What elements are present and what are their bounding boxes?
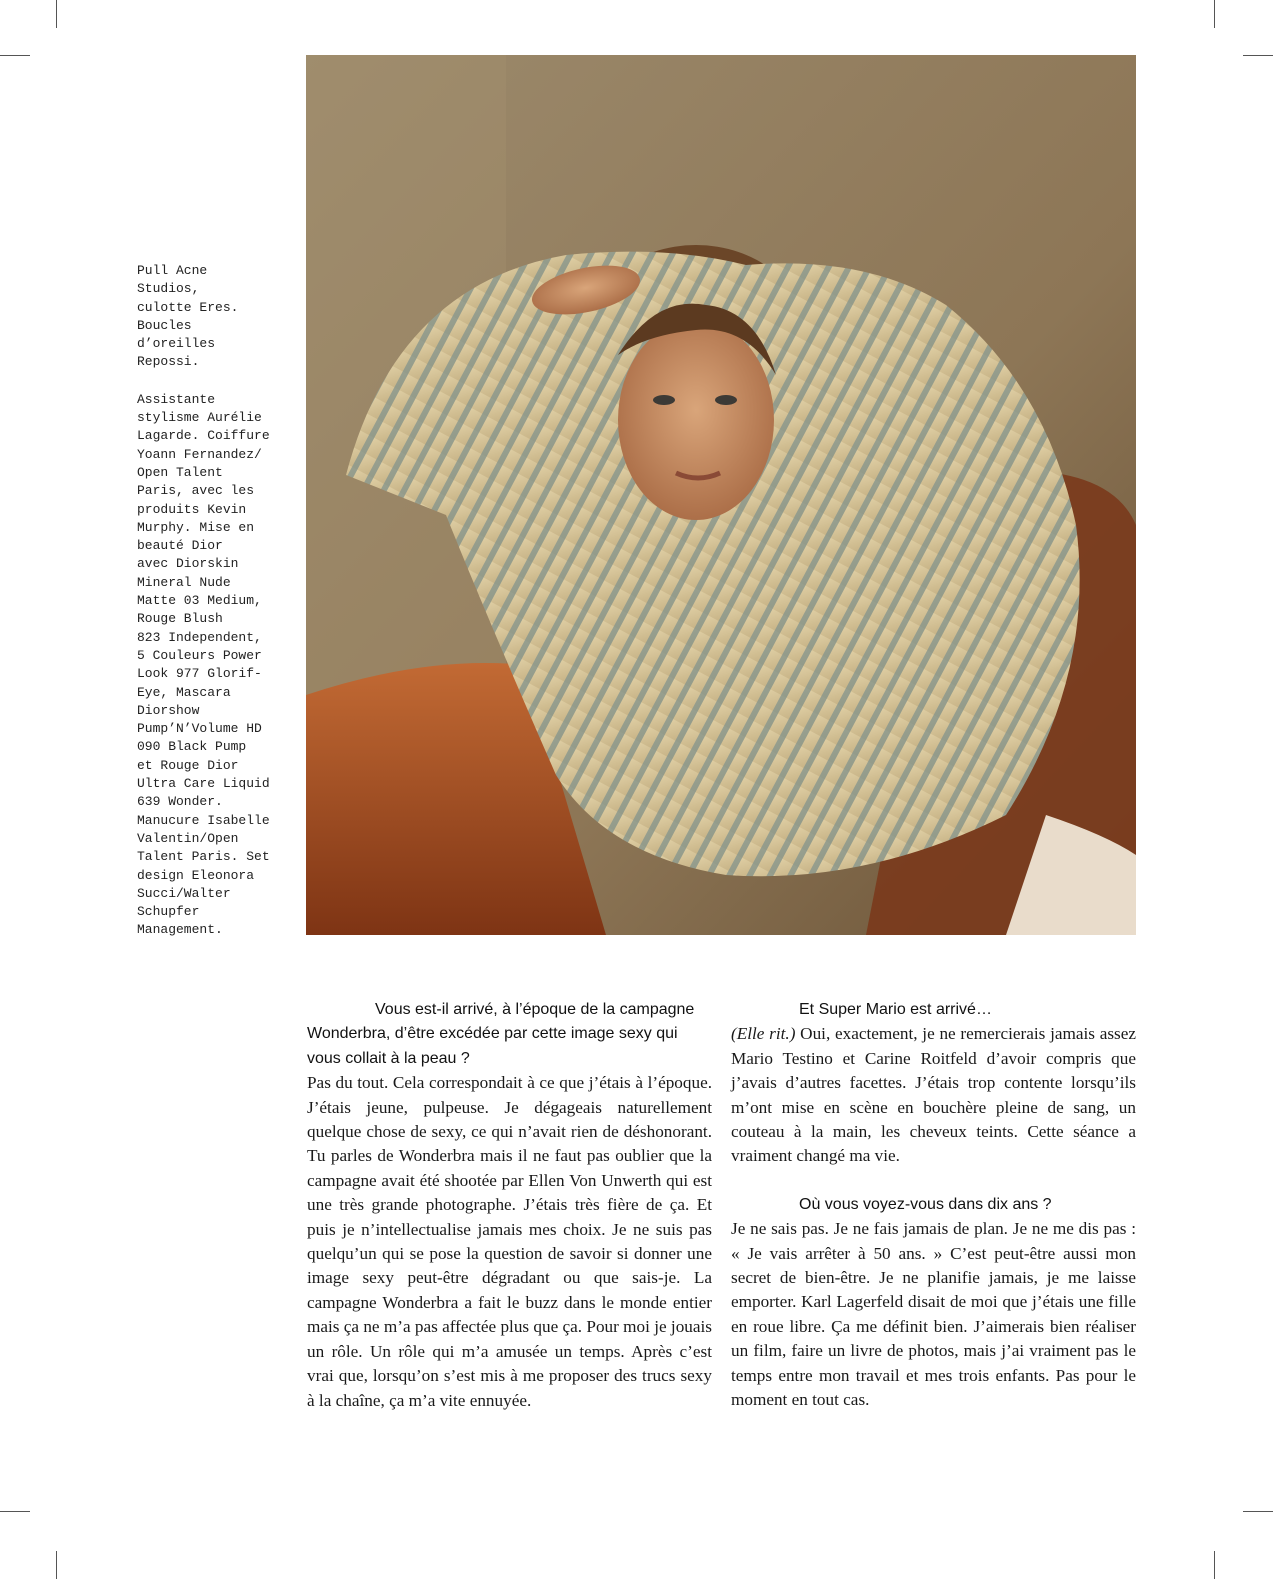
crop-mark (1243, 1511, 1273, 1512)
question-3: Où vous voyez-vous dans dix ans ? (799, 1195, 1052, 1213)
question-1: Vous est-il arrivé, à l’époque de la campagne Wonderbra, d’être excédée par cette image sexy qui vous collait à la peau ? (307, 1001, 695, 1067)
credits-clothing: Pull Acne Studios, culotte Eres. Boucles d’oreilles Repossi. (137, 263, 239, 370)
question-2: Et Super Mario est arrivé… (799, 1001, 992, 1018)
crop-mark (1243, 55, 1273, 56)
crop-mark (0, 55, 30, 56)
portrait-illustration (306, 55, 1136, 935)
answer-2 (731, 1022, 1136, 1168)
answer-3: Je ne sais pas. Je ne fais jamais de plan. Je ne me dis pas : « Je vais arrêter à 50 ans. » C’est peut-être aussi mon secret de bien-être. Je ne planifie jamais, je me laisse emporter. Karl Lagerfeld disait de moi que j’étais une fille en roue libre. Ça me définit bien. J’aimerais bien réaliser un film, faire un livre de photos, mais j’ai vraiment pas le temps entre mon travail et mes trois enfants. Pas pour le moment en tout cas. (731, 1219, 1136, 1410)
crop-mark (56, 0, 57, 28)
crop-mark (56, 1551, 57, 1579)
credits-team: Assistante stylisme Aurélie Lagarde. Coiffure Yoann Fernandez/ Open Talent Paris, avec les produits Kevin Murphy. Mise en beauté Dior avec Diorskin Mineral Nude Matte 03 Medium, Rouge Blush 823 Independent, 5 Couleurs Power Look 977 Glorif- Eye, Mascara Diorshow Pump’N’Volume HD 090 Black Pump et Rouge Dior Ultra Care Liquid 639 Wonder. Manucure Isabelle Valentin/Open Talent Paris. Set design Eleonora Succi/Walter Schupfer Management. (137, 391, 270, 938)
answer-1: Pas du tout. Cela correspondait à ce que j’étais à l’époque. J’étais jeune, pulpeuse. Je dégageais naturellement quelque chose de sexy, ce qui n’avait rien de déshonorant. Tu parles de Wonderbra mais il ne faut pas oublier que la campagne avait été shootée par Ellen Von Unwerth qui est une très grande photographe. J’étais très fière de ça. Et puis je n’intellectualise jamais mes choix. Je ne suis pas quelqu’un qui se pose la question de savoir si donner une image sexy peut-être dégradant ou que sais-je. La campagne Wonderbra a fait le buzz dans le monde entier mais ça ne m’a pas affectée plus que ça. Pour moi je jouais un rôle. Un rôle qui m’a amusée un temps. Après c’est vrai que, lorsqu’on s’est mis à me proposer des trucs sexy à la chaîne, ça m’a vite ennuyée. (307, 1073, 712, 1410)
photo-credits (137, 262, 297, 959)
answer-2-text: Oui, exactement, je ne remercierais jamais assez Mario Testino et Carine Roitfeld d’avoir compris que j’avais d’autres facettes. J’étais trop contente lorsqu’ils m’ont mise en scène en bouchère pleine de sang, un couteau à la main, les cheveux teints. Cette séance a vraiment changé ma vie. (731, 1024, 1136, 1166)
crop-mark (0, 1511, 30, 1512)
crop-mark (1214, 0, 1215, 28)
portrait-photo (306, 55, 1136, 935)
interview-column-left (307, 998, 712, 1413)
crop-mark (1214, 1551, 1215, 1579)
answer-2-aside: (Elle rit.) (731, 1024, 796, 1044)
interview-column-right (731, 998, 1136, 1413)
